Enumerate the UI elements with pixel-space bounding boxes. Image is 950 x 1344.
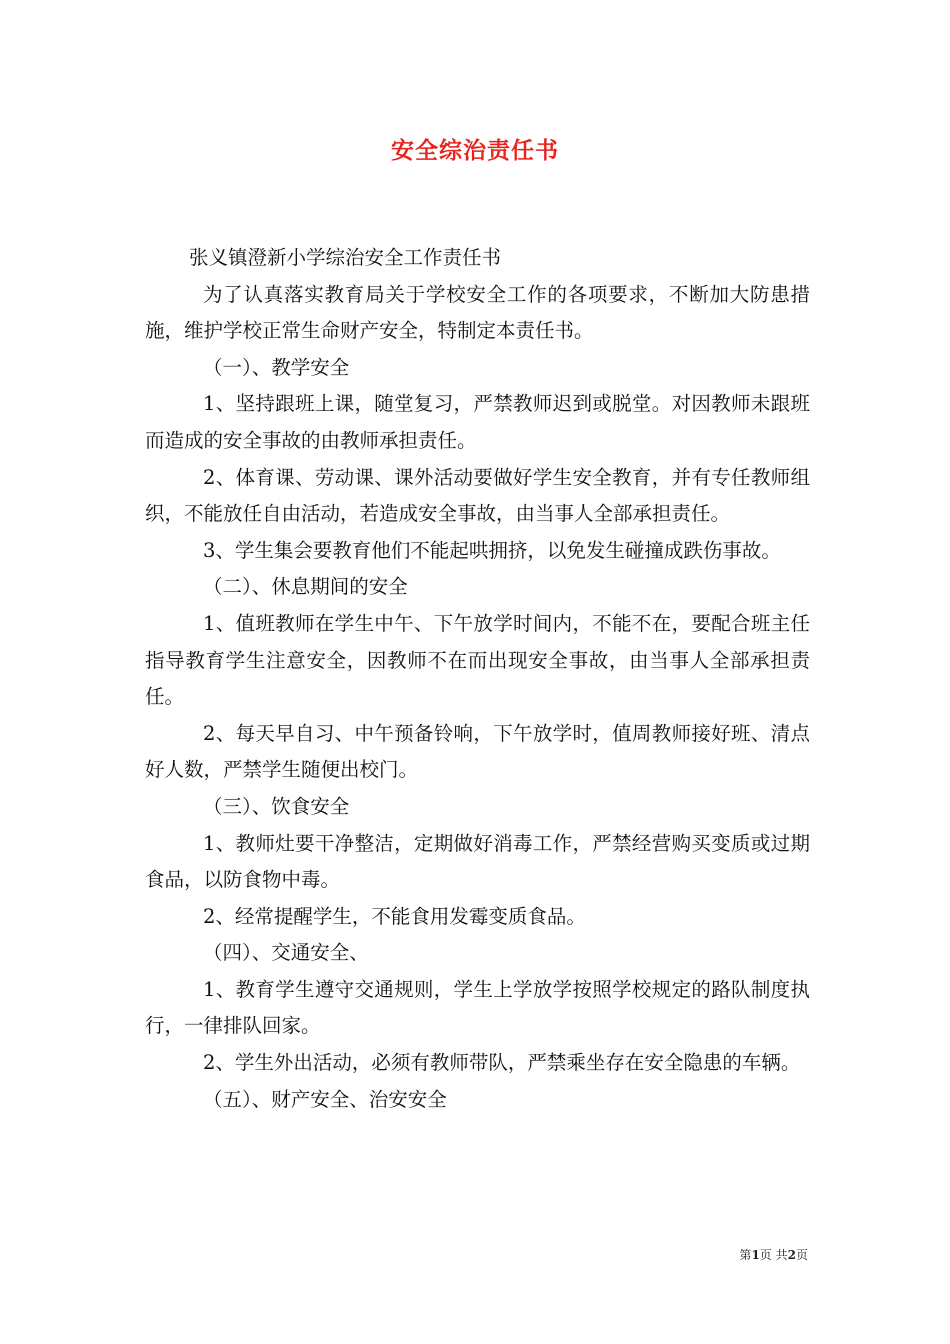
section-heading: （一）、教学安全 [203, 355, 350, 379]
footer-prefix: 第 [739, 1248, 752, 1262]
paragraph: 1、教师灶要干净整洁，定期做好消毒工作，严禁经营购买变质或过期食品，以防食物中毒。 [145, 831, 810, 892]
document-title: 安全综治责任书 [391, 138, 559, 164]
section-heading: （五）、财产安全、治安安全 [203, 1087, 447, 1111]
paragraph: 1、坚持跟班上课，随堂复习，严禁教师迟到或脱堂。对因教师未跟班而造成的安全事故的由教师承担责任。 [145, 392, 810, 452]
paragraph: 3、学生集会要教育他们不能起哄拥挤，以免发生碰撞成跌伤事故。 [203, 538, 781, 562]
footer-middle: 页 共 [759, 1248, 788, 1262]
section-heading: （三）、饮食安全 [203, 794, 350, 818]
footer-suffix: 页 [795, 1248, 808, 1262]
paragraph: 2、体育课、劳动课、课外活动要做好学生安全教育，并有专任教师组织，不能放任自由活动，若造成安全事故，由当事人全部承担责任。 [145, 465, 810, 526]
document-subtitle: 张义镇澄新小学综治安全工作责任书 [189, 246, 502, 269]
document-body [145, 240, 810, 1118]
paragraph: 为了认真落实教育局关于学校安全工作的各项要求，不断加大防患措施，维护学校正常生命财产安全，特制定本责任书。 [145, 282, 810, 343]
section-heading: （四）、交通安全、 [203, 941, 369, 965]
paragraph: 2、每天早自习、中午预备铃响，下午放学时，值周教师接好班、清点好人数，严禁学生随便出校门。 [145, 721, 810, 782]
paragraph: 2、经常提醒学生，不能食用发霉变质食品。 [203, 904, 586, 928]
total-page-number: 2 [787, 1248, 796, 1262]
current-page-number: 1 [751, 1248, 760, 1262]
paragraph: 2、学生外出活动，必须有教师带队，严禁乘坐存在安全隐患的车辆。 [203, 1051, 801, 1075]
paragraph: 1、值班教师在学生中午、下午放学时间内，不能不在，要配合班主任指导教育学生注意安全，因教师不在而出现安全事故，由当事人全部承担责任。 [145, 611, 810, 709]
paragraph: 1、教育学生遵守交通规则，学生上学放学按照学校规定的路队制度执行，一律排队回家。 [145, 977, 810, 1038]
page-number-footer [739, 1246, 808, 1263]
section-heading: （二）、休息期间的安全 [203, 575, 408, 599]
